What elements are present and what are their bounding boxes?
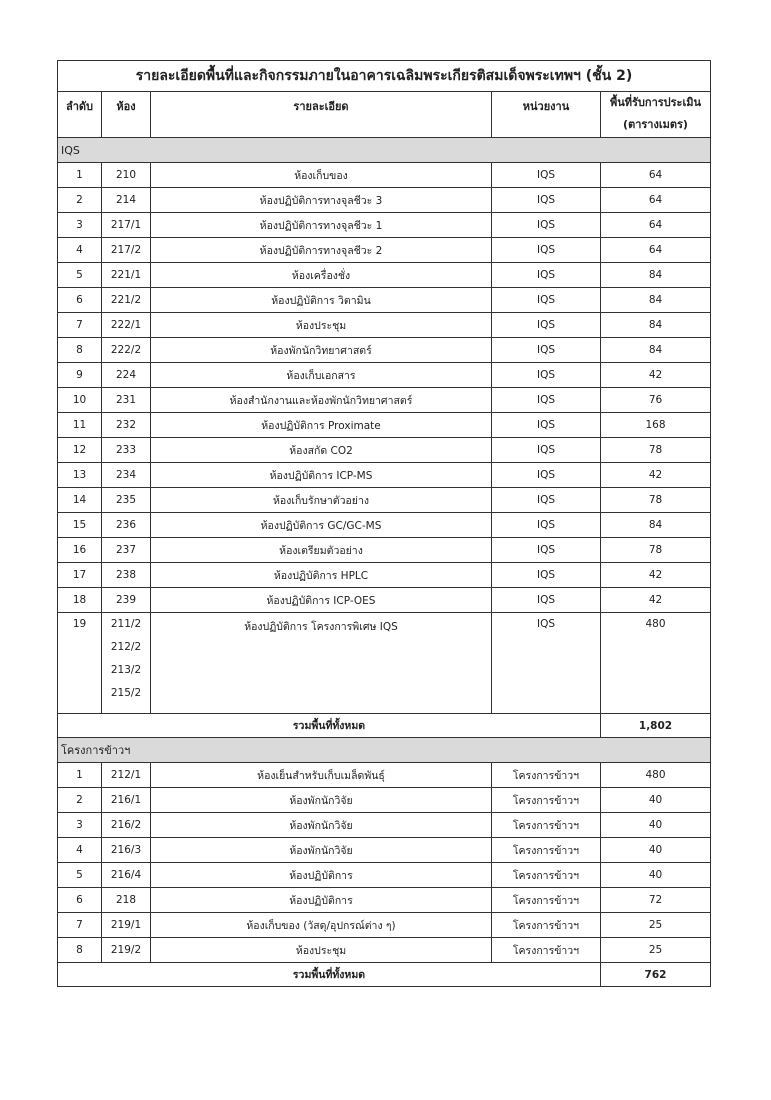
header-area-line2: (ตารางเมตร): [623, 118, 688, 131]
row-no: 5: [58, 263, 102, 288]
row-detail: ห้องเก็บเอกสาร: [151, 363, 492, 388]
table-row: [58, 263, 711, 288]
row-unit: IQS: [492, 538, 601, 563]
header-detail: รายละเอียด: [151, 92, 492, 138]
row-detail: ห้องสกัด CO2: [151, 438, 492, 463]
row-detail: ห้องเตรียมตัวอย่าง: [151, 538, 492, 563]
row-unit: IQS: [492, 413, 601, 438]
table-row: [58, 438, 711, 463]
row-detail: ห้องปฏิบัติการ โครงการพิเศษ IQS: [151, 613, 492, 714]
row-area: 84: [601, 313, 711, 338]
row-no: 2: [58, 188, 102, 213]
row-detail: ห้องประชุม: [151, 313, 492, 338]
row-detail: ห้องเก็บของ: [151, 163, 492, 188]
row-room: 234: [102, 463, 151, 488]
table-row: [58, 613, 711, 714]
row-unit: โครงการข้าวฯ: [492, 763, 601, 788]
table-row: [58, 763, 711, 788]
table-row: [58, 888, 711, 913]
row-area: 84: [601, 263, 711, 288]
row-detail: ห้องปฏิบัติการ GC/GC-MS: [151, 513, 492, 538]
total-value: 762: [601, 963, 711, 987]
row-room: 238: [102, 563, 151, 588]
row-room: 222/2: [102, 338, 151, 363]
row-area: 42: [601, 563, 711, 588]
row-room: 217/1: [102, 213, 151, 238]
row-unit: โครงการข้าวฯ: [492, 938, 601, 963]
row-unit: IQS: [492, 463, 601, 488]
row-unit: IQS: [492, 438, 601, 463]
row-rooms: [102, 613, 151, 714]
total-label: รวมพื้นที่ทั้งหมด: [58, 714, 601, 738]
row-detail: ห้องเก็บรักษาตัวอย่าง: [151, 488, 492, 513]
row-unit: IQS: [492, 363, 601, 388]
table-row: [58, 313, 711, 338]
table-row: [58, 563, 711, 588]
table-row: [58, 338, 711, 363]
row-area: 84: [601, 288, 711, 313]
row-unit: IQS: [492, 488, 601, 513]
row-area: 72: [601, 888, 711, 913]
row-room: 216/2: [102, 813, 151, 838]
row-detail: ห้องสำนักงานและห้องพักนักวิทยาศาสตร์: [151, 388, 492, 413]
table-row: [58, 388, 711, 413]
row-area: 84: [601, 338, 711, 363]
row-unit: โครงการข้าวฯ: [492, 913, 601, 938]
section-name: โครงการข้าวฯ: [58, 738, 711, 763]
row-detail: ห้องเก็บของ (วัสดุ/อุปกรณ์ต่าง ๆ): [151, 913, 492, 938]
room-number: 213/2: [110, 664, 142, 676]
row-no: 5: [58, 863, 102, 888]
row-unit: IQS: [492, 513, 601, 538]
row-area: 42: [601, 463, 711, 488]
table-row: [58, 288, 711, 313]
table-row: [58, 938, 711, 963]
row-area: 78: [601, 538, 711, 563]
table-row: [58, 188, 711, 213]
row-detail: ห้องปฏิบัติการ ICP-MS: [151, 463, 492, 488]
row-no: 12: [58, 438, 102, 463]
section-header: [58, 738, 711, 763]
row-no: 9: [58, 363, 102, 388]
row-room: 210: [102, 163, 151, 188]
row-unit: โครงการข้าวฯ: [492, 863, 601, 888]
section-name: IQS: [58, 138, 711, 163]
row-room: 219/1: [102, 913, 151, 938]
row-detail: ห้องพักนักวิจัย: [151, 838, 492, 863]
row-area: 78: [601, 438, 711, 463]
row-unit: IQS: [492, 263, 601, 288]
room-number: 211/2: [110, 618, 142, 630]
row-area: 40: [601, 788, 711, 813]
row-no: 4: [58, 238, 102, 263]
row-room: 216/1: [102, 788, 151, 813]
row-room: 237: [102, 538, 151, 563]
row-room: 212/1: [102, 763, 151, 788]
row-unit: IQS: [492, 238, 601, 263]
row-unit: โครงการข้าวฯ: [492, 838, 601, 863]
header-unit: หน่วยงาน: [492, 92, 601, 138]
row-detail: ห้องเครื่องชั่ง: [151, 263, 492, 288]
row-unit: IQS: [492, 613, 601, 714]
row-area: 78: [601, 488, 711, 513]
row-no: 2: [58, 788, 102, 813]
row-room: 221/2: [102, 288, 151, 313]
row-area: 64: [601, 238, 711, 263]
row-area: 64: [601, 163, 711, 188]
row-unit: IQS: [492, 338, 601, 363]
row-unit: IQS: [492, 313, 601, 338]
row-detail: ห้องพักนักวิจัย: [151, 813, 492, 838]
row-area: 64: [601, 188, 711, 213]
row-detail: ห้องปฏิบัติการ: [151, 888, 492, 913]
row-no: 7: [58, 913, 102, 938]
header-no: ลำดับ: [58, 92, 102, 138]
row-no: 19: [58, 613, 102, 714]
row-detail: ห้องปฏิบัติการทางจุลชีวะ 1: [151, 213, 492, 238]
row-no: 11: [58, 413, 102, 438]
table-row: [58, 413, 711, 438]
row-area: 40: [601, 813, 711, 838]
row-no: 3: [58, 213, 102, 238]
room-number: 215/2: [110, 687, 142, 699]
table-header: [58, 92, 711, 138]
row-detail: ห้องปฏิบัติการ: [151, 863, 492, 888]
row-unit: IQS: [492, 213, 601, 238]
row-room: 222/1: [102, 313, 151, 338]
row-no: 6: [58, 288, 102, 313]
row-area: 480: [601, 613, 711, 714]
row-no: 15: [58, 513, 102, 538]
row-unit: โครงการข้าวฯ: [492, 888, 601, 913]
area-table: [57, 60, 711, 987]
table-row: [58, 363, 711, 388]
row-detail: ห้องพักนักวิจัย: [151, 788, 492, 813]
total-row: [58, 963, 711, 987]
page-title: รายละเอียดพื้นที่และกิจกรรมภายในอาคารเฉลิมพระเกียรติสมเด็จพระเทพฯ (ชั้น 2): [58, 61, 711, 92]
row-area: 76: [601, 388, 711, 413]
row-no: 8: [58, 338, 102, 363]
row-unit: IQS: [492, 563, 601, 588]
row-detail: ห้องปฏิบัติการ Proximate: [151, 413, 492, 438]
row-area: 42: [601, 363, 711, 388]
row-area: 480: [601, 763, 711, 788]
row-no: 16: [58, 538, 102, 563]
table-row: [58, 163, 711, 188]
table-row: [58, 838, 711, 863]
row-room: 221/1: [102, 263, 151, 288]
row-no: 14: [58, 488, 102, 513]
row-unit: IQS: [492, 288, 601, 313]
row-room: 224: [102, 363, 151, 388]
table-row: [58, 863, 711, 888]
row-unit: โครงการข้าวฯ: [492, 788, 601, 813]
table-row: [58, 513, 711, 538]
row-no: 1: [58, 163, 102, 188]
header-area: [601, 92, 711, 138]
row-no: 3: [58, 813, 102, 838]
table-row: [58, 538, 711, 563]
room-number: 212/2: [110, 641, 142, 653]
row-area: 168: [601, 413, 711, 438]
row-room: 232: [102, 413, 151, 438]
row-detail: ห้องปฏิบัติการทางจุลชีวะ 3: [151, 188, 492, 213]
row-no: 7: [58, 313, 102, 338]
row-room: 216/4: [102, 863, 151, 888]
row-room: 217/2: [102, 238, 151, 263]
row-room: 239: [102, 588, 151, 613]
row-room: 233: [102, 438, 151, 463]
row-unit: IQS: [492, 588, 601, 613]
row-room: 231: [102, 388, 151, 413]
header-room: ห้อง: [102, 92, 151, 138]
row-room: 235: [102, 488, 151, 513]
table-row: [58, 463, 711, 488]
row-detail: ห้องปฏิบัติการ HPLC: [151, 563, 492, 588]
row-detail: ห้องเย็นสำหรับเก็บเมล็ดพันธุ์: [151, 763, 492, 788]
row-detail: ห้องปฏิบัติการทางจุลชีวะ 2: [151, 238, 492, 263]
row-area: 84: [601, 513, 711, 538]
row-unit: IQS: [492, 388, 601, 413]
row-room: 216/3: [102, 838, 151, 863]
table-row: [58, 588, 711, 613]
row-room: 218: [102, 888, 151, 913]
table-row: [58, 213, 711, 238]
row-no: 10: [58, 388, 102, 413]
row-detail: ห้องพักนักวิทยาศาสตร์: [151, 338, 492, 363]
row-area: 25: [601, 913, 711, 938]
document-sheet: [57, 60, 710, 987]
row-area: 40: [601, 838, 711, 863]
row-area: 25: [601, 938, 711, 963]
section-header: [58, 138, 711, 163]
row-room: 219/2: [102, 938, 151, 963]
table-row: [58, 238, 711, 263]
row-no: 18: [58, 588, 102, 613]
row-detail: ห้องปฏิบัติการ ICP-OES: [151, 588, 492, 613]
header-area-line1: พื้นที่รับการประเมิน: [610, 96, 701, 109]
table-row: [58, 913, 711, 938]
row-unit: IQS: [492, 188, 601, 213]
total-row: [58, 714, 711, 738]
row-no: 4: [58, 838, 102, 863]
total-value: 1,802: [601, 714, 711, 738]
row-no: 17: [58, 563, 102, 588]
row-no: 8: [58, 938, 102, 963]
row-no: 1: [58, 763, 102, 788]
total-label: รวมพื้นที่ทั้งหมด: [58, 963, 601, 987]
table-row: [58, 488, 711, 513]
row-room: 236: [102, 513, 151, 538]
row-area: 42: [601, 588, 711, 613]
row-unit: IQS: [492, 163, 601, 188]
row-room: 214: [102, 188, 151, 213]
row-unit: โครงการข้าวฯ: [492, 813, 601, 838]
row-area: 40: [601, 863, 711, 888]
table-row: [58, 788, 711, 813]
row-area: 64: [601, 213, 711, 238]
row-no: 6: [58, 888, 102, 913]
row-no: 13: [58, 463, 102, 488]
table-row: [58, 813, 711, 838]
row-detail: ห้องปฏิบัติการ วิตามิน: [151, 288, 492, 313]
row-detail: ห้องประชุม: [151, 938, 492, 963]
